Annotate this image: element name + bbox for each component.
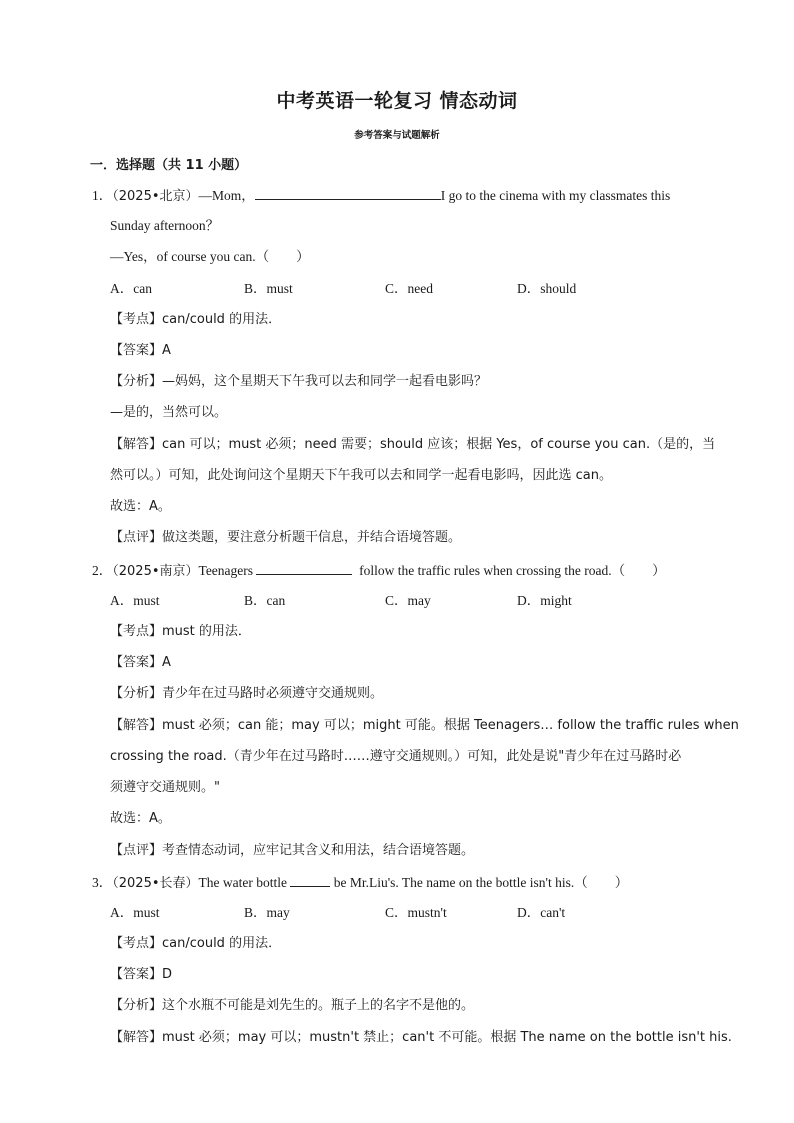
q1-solution-cont: 然可以。）可知，此处询问这个星期天下午我可以去和同学一起看电影吗，因此选 can。 [110, 468, 612, 483]
question-number: 3． [92, 875, 113, 890]
question-source: （2025•长春） [112, 876, 199, 891]
q1-comment: 【点评】做这类题，要注意分析题干信息，并结合语境答题。 [110, 530, 462, 545]
question-text: follow the traffic rules when crossing the road.（ ） [359, 563, 666, 578]
question-text: —Mom， [198, 188, 255, 203]
q2-kaodian: 【考点】must 的用法． [110, 624, 251, 639]
answer-blank [290, 872, 330, 887]
option-b: B．can [244, 593, 286, 608]
q2-solution-cont2: 须遵守交通规则。" [110, 780, 220, 795]
q1-answer: 【答案】A [110, 343, 171, 358]
answer-blank [256, 560, 352, 575]
question-3-stem [92, 872, 628, 894]
answer-blank [255, 185, 441, 200]
q1-solution: 【解答】can 可以；must 必须；need 需要；should 应该；根据 Yes，of course you can.（是的，当 [110, 437, 716, 452]
question-text: I go to the cinema with my classmates this [440, 188, 671, 203]
q1-choice: 故选：A。 [110, 499, 171, 514]
question-1-stem-cont: Sunday afternoon？ [110, 218, 220, 233]
q2-comment: 【点评】考查情态动词，应牢记其含义和用法，结合语境答题。 [110, 843, 475, 858]
page-subtitle: 参考答案与试题解析 [354, 130, 440, 141]
q1-kaodian: 【考点】can/could 的用法． [110, 312, 282, 327]
question-1-reply: —Yes，of course you can.（ ） [110, 249, 310, 264]
q1-analysis-cont: —是的，当然可以。 [110, 405, 228, 420]
option-d: D．can't [517, 905, 566, 920]
question-text: The water bottle [198, 875, 287, 890]
q1-analysis: 【分析】—妈妈，这个星期天下午我可以去和同学一起看电影吗？ [110, 374, 488, 389]
q3-solution: 【解答】must 必须；may 可以；mustn't 禁止；can't 不可能。根据 The name on the bottle isn't his. [110, 1030, 732, 1045]
question-number: 2． [92, 563, 113, 578]
section-heading: 一．选择题（共 11 小题） [90, 158, 248, 173]
question-number: 1． [92, 188, 113, 203]
q2-answer: 【答案】A [110, 655, 171, 670]
page-title: 中考英语一轮复习 情态动词 [276, 90, 518, 112]
option-c: C．may [385, 593, 431, 608]
option-a: A．must [110, 593, 160, 608]
q3-answer: 【答案】D [110, 967, 173, 982]
question-2-stem [92, 560, 666, 582]
q2-solution-cont: crossing the road.（青少年在过马路时……遵守交通规则。）可知，此处是说"青少年在过马路时必 [110, 749, 682, 764]
option-c: C．mustn't [385, 905, 447, 920]
q2-solution: 【解答】must 必须；can 能；may 可以；might 可能。根据 Teenagers… follow the traffic rules when [110, 718, 739, 733]
q3-analysis: 【分析】这个水瓶不可能是刘先生的。瓶子上的名字不是他的。 [110, 998, 475, 1013]
q3-kaodian: 【考点】can/could 的用法． [110, 936, 282, 951]
option-c: C．need [385, 281, 433, 296]
option-a: A．can [110, 281, 152, 296]
q2-analysis: 【分析】青少年在过马路时必须遵守交通规则。 [110, 686, 384, 701]
option-d: D．might [517, 593, 572, 608]
question-1-stem [92, 185, 670, 207]
option-d: D．should [517, 281, 577, 296]
question-source: （2025•南京） [112, 564, 199, 579]
option-b: B．must [244, 281, 293, 296]
q2-choice: 故选：A。 [110, 811, 171, 826]
question-text: Teenagers [198, 563, 254, 578]
question-source: （2025•北京） [112, 189, 199, 204]
question-text: be Mr.Liu's. The name on the bottle isn't his.（ ） [333, 875, 629, 890]
option-b: B．may [244, 905, 290, 920]
option-a: A．must [110, 905, 160, 920]
